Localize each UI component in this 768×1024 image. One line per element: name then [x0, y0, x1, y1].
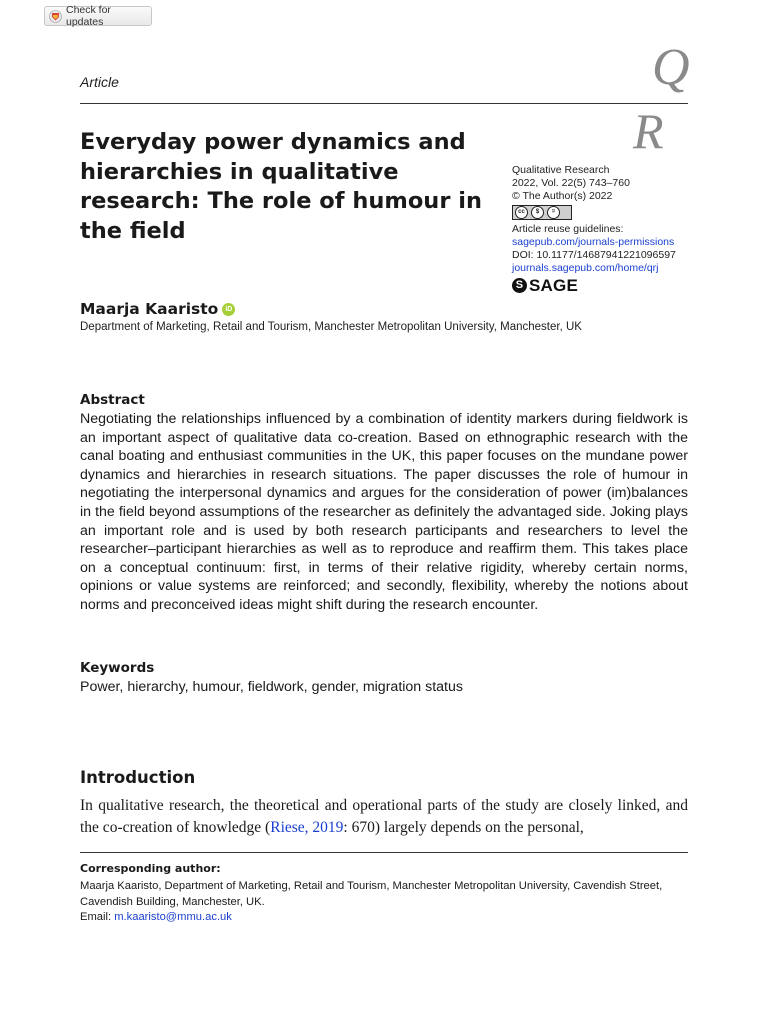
copyright-notice: © The Author(s) 2022	[512, 190, 613, 202]
introduction-text	[80, 795, 688, 838]
author-name: Maarja Kaaristo	[80, 300, 219, 318]
abstract-heading: Abstract	[80, 392, 145, 408]
journal-volume: 2022, Vol. 22(5) 743–760	[512, 177, 630, 189]
corresponding-author-details	[80, 879, 688, 926]
footnote-divider	[80, 852, 688, 853]
header-divider	[80, 103, 688, 104]
check-updates-icon	[49, 10, 62, 23]
sage-s-icon: S	[512, 278, 527, 293]
article-title: Everyday power dynamics and hierarchies in qualitative research: The role of humour in the field	[80, 129, 482, 244]
introduction-heading: Introduction	[80, 768, 196, 787]
doi: DOI: 10.1177/14687941221096597	[512, 249, 676, 261]
reuse-guidelines-label: Article reuse guidelines:	[512, 223, 624, 235]
abstract-text: Negotiating the relationships influenced by a combination of identity markers during fieldwork is an important aspect of qualitative data co-creation. Based on ethnographic research with the canal boating and enthusiast communities in the UK, this paper focuses on the mundane power dynamics and hierarchies in research situations. The paper discusses the role of humour in negotiating the interpersonal dynamics and argues for the consideration of power (im)balances in the field beyond assumptions of the researcher as definitely the advantaged side. Joking plays an important role and is used by both research participants and researchers to level the researcher–participant hierarchies as well as to reproduce and reaffirm them. This takes place on a conceptual continuum: first, in terms of their relative rigidity, whereby certain norms, opinions or value systems are reinforced; and secondly, flexibility, whereby the notions about norms and preconceived ideas might shift during the research encounter.	[80, 411, 688, 613]
email-label: Email:	[80, 911, 112, 924]
article-type-label: Article	[80, 74, 119, 90]
corresponding-author-address: Maarja Kaaristo, Department of Marketing, Retail and Tourism, Manchester Metropolitan University, Cavendish Street, Cavendish Building, Manchester, UK.	[80, 880, 663, 908]
orcid-icon[interactable]: iD	[222, 303, 235, 316]
check-for-updates-button[interactable]	[44, 6, 152, 26]
sage-logo	[512, 278, 702, 293]
journal-name: Qualitative Research	[512, 164, 610, 176]
author-affiliation: Department of Marketing, Retail and Tourism, Manchester Metropolitan University, Manchester, UK	[80, 321, 582, 333]
author-email-link[interactable]: m.kaaristo@mmu.ac.uk	[114, 911, 232, 924]
keywords-heading: Keywords	[80, 660, 155, 676]
journal-logo-r: R	[633, 103, 664, 159]
publisher-name: SAGE	[529, 276, 578, 295]
corresponding-author-heading: Corresponding author:	[80, 862, 221, 875]
keywords-text: Power, hierarchy, humour, fieldwork, gender, migration status	[80, 679, 463, 695]
intro-text-part1: In qualitative research, the theoretical and operational parts of the study are closely linked, and the co-creation of knowledge (	[80, 797, 688, 836]
author-line	[80, 300, 235, 318]
citation-link[interactable]: Riese, 2019	[270, 818, 344, 836]
journal-home-link[interactable]: journals.sagepub.com/home/qrj	[512, 262, 659, 274]
check-updates-label: Check for updates	[66, 4, 111, 28]
journal-logo-q: Q	[652, 39, 690, 96]
permissions-link[interactable]: sagepub.com/journals-permissions	[512, 236, 675, 248]
journal-info	[512, 164, 702, 293]
creative-commons-icon[interactable]: cc $ =	[512, 205, 572, 220]
intro-text-part2: : 670) largely depends on the personal,	[343, 818, 584, 836]
